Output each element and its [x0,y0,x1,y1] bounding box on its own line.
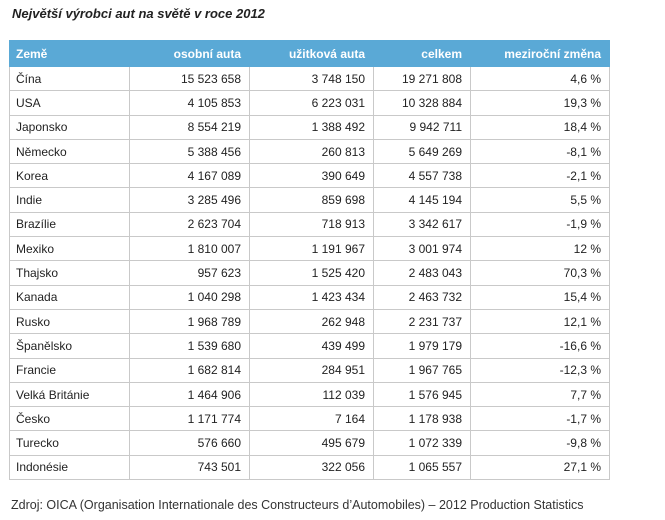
source-note: Zdroj: OICA (Organisation Internationale des Constructeurs d’Automobiles) – 2012 Production Statistics [11,498,584,512]
cell-passenger-cars: 1 810 007 [130,237,250,261]
cell-passenger-cars: 2 623 704 [130,212,250,236]
cell-total: 1 967 765 [374,358,471,382]
cell-yearly-change: 15,4 % [471,285,610,309]
cell-country: Japonsko [10,115,130,139]
cell-country: Francie [10,358,130,382]
cell-total: 19 271 808 [374,67,471,91]
cell-yearly-change: 27,1 % [471,455,610,479]
cell-commercial-vehicles: 859 698 [250,188,374,212]
cell-country: Mexiko [10,237,130,261]
table-row [10,358,610,382]
table-row [10,382,610,406]
table-row [10,67,610,91]
cell-total: 1 065 557 [374,455,471,479]
column-header-country: Země [10,41,130,67]
cell-passenger-cars: 1 968 789 [130,309,250,333]
cell-yearly-change: 12,1 % [471,309,610,333]
cell-country: Velká Británie [10,382,130,406]
cell-commercial-vehicles: 260 813 [250,139,374,163]
cell-passenger-cars: 1 682 814 [130,358,250,382]
cell-yearly-change: -1,9 % [471,212,610,236]
cell-yearly-change: -8,1 % [471,139,610,163]
cell-passenger-cars: 1 464 906 [130,382,250,406]
cell-passenger-cars: 1 040 298 [130,285,250,309]
cell-total: 5 649 269 [374,139,471,163]
cell-total: 1 576 945 [374,382,471,406]
cell-country: Česko [10,407,130,431]
cell-passenger-cars: 743 501 [130,455,250,479]
column-header-commercial-vehicles: užitková auta [250,41,374,67]
table-row [10,285,610,309]
table-header-row [10,41,610,67]
cell-yearly-change: -9,8 % [471,431,610,455]
cell-country: Rusko [10,309,130,333]
cell-yearly-change: 19,3 % [471,91,610,115]
cell-country: USA [10,91,130,115]
cell-total: 2 463 732 [374,285,471,309]
cell-yearly-change: 12 % [471,237,610,261]
cell-total: 9 942 711 [374,115,471,139]
cell-country: Německo [10,139,130,163]
cell-passenger-cars: 5 388 456 [130,139,250,163]
cell-passenger-cars: 4 167 089 [130,164,250,188]
cell-total: 3 001 974 [374,237,471,261]
table-body [10,67,610,480]
cell-total: 3 342 617 [374,212,471,236]
table-row [10,237,610,261]
cell-total: 2 483 043 [374,261,471,285]
cell-yearly-change: 70,3 % [471,261,610,285]
cell-total: 4 145 194 [374,188,471,212]
table-row [10,212,610,236]
cell-commercial-vehicles: 6 223 031 [250,91,374,115]
cell-total: 10 328 884 [374,91,471,115]
cell-yearly-change: 4,6 % [471,67,610,91]
cell-country: Španělsko [10,334,130,358]
column-header-yearly-change: meziroční změna [471,41,610,67]
table-row [10,261,610,285]
cell-commercial-vehicles: 390 649 [250,164,374,188]
cell-yearly-change: 5,5 % [471,188,610,212]
cell-yearly-change: -1,7 % [471,407,610,431]
table-row [10,455,610,479]
table-row [10,407,610,431]
table-row [10,91,610,115]
cell-country: Kanada [10,285,130,309]
table-row [10,115,610,139]
cell-total: 1 979 179 [374,334,471,358]
cell-passenger-cars: 15 523 658 [130,67,250,91]
cell-commercial-vehicles: 1 191 967 [250,237,374,261]
cell-passenger-cars: 957 623 [130,261,250,285]
cell-commercial-vehicles: 112 039 [250,382,374,406]
table-row [10,139,610,163]
cell-passenger-cars: 3 285 496 [130,188,250,212]
table-row [10,431,610,455]
cell-country: Čína [10,67,130,91]
cell-yearly-change: -16,6 % [471,334,610,358]
cell-country: Brazílie [10,212,130,236]
cell-yearly-change: -2,1 % [471,164,610,188]
cell-passenger-cars: 4 105 853 [130,91,250,115]
cell-total: 4 557 738 [374,164,471,188]
table-row [10,188,610,212]
cell-commercial-vehicles: 322 056 [250,455,374,479]
column-header-total: celkem [374,41,471,67]
cell-yearly-change: -12,3 % [471,358,610,382]
table-row [10,334,610,358]
cell-commercial-vehicles: 439 499 [250,334,374,358]
cell-yearly-change: 7,7 % [471,382,610,406]
cell-yearly-change: 18,4 % [471,115,610,139]
cell-passenger-cars: 1 539 680 [130,334,250,358]
cell-commercial-vehicles: 1 525 420 [250,261,374,285]
cell-country: Turecko [10,431,130,455]
cell-total: 2 231 737 [374,309,471,333]
cell-commercial-vehicles: 284 951 [250,358,374,382]
cell-country: Thajsko [10,261,130,285]
table-row [10,309,610,333]
cell-commercial-vehicles: 3 748 150 [250,67,374,91]
cell-passenger-cars: 8 554 219 [130,115,250,139]
cell-total: 1 178 938 [374,407,471,431]
cell-passenger-cars: 576 660 [130,431,250,455]
cell-commercial-vehicles: 262 948 [250,309,374,333]
table-row [10,164,610,188]
cell-commercial-vehicles: 7 164 [250,407,374,431]
cell-commercial-vehicles: 495 679 [250,431,374,455]
page-title: Největší výrobci aut na světě v roce 2012 [12,6,265,21]
cell-commercial-vehicles: 1 423 434 [250,285,374,309]
production-table [9,40,610,480]
cell-country: Korea [10,164,130,188]
cell-commercial-vehicles: 1 388 492 [250,115,374,139]
cell-passenger-cars: 1 171 774 [130,407,250,431]
cell-country: Indonésie [10,455,130,479]
cell-country: Indie [10,188,130,212]
cell-commercial-vehicles: 718 913 [250,212,374,236]
cell-total: 1 072 339 [374,431,471,455]
column-header-passenger-cars: osobní auta [130,41,250,67]
